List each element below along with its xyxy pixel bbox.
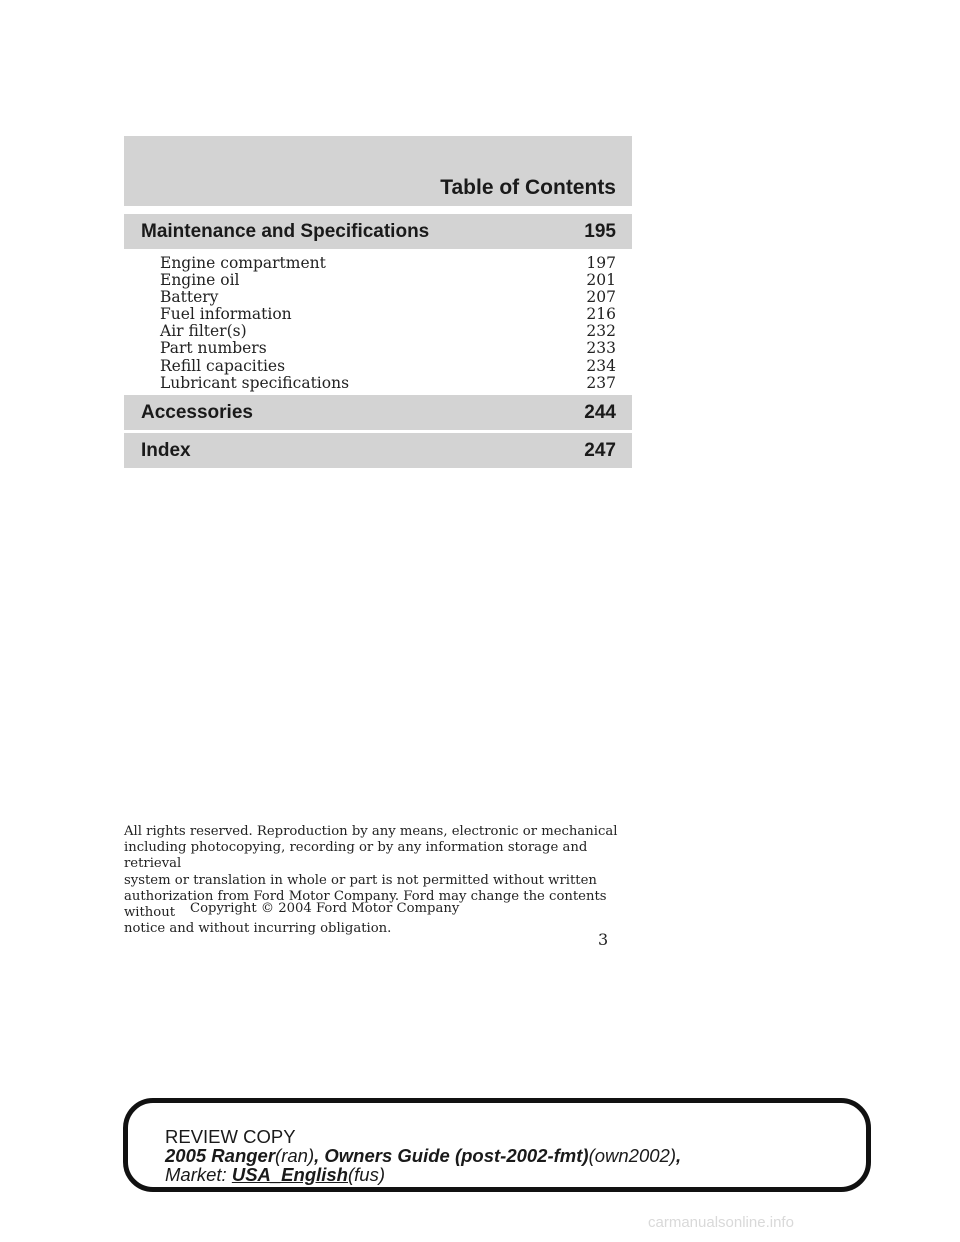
section-index[interactable] <box>124 433 632 468</box>
section-page: 195 <box>584 220 616 242</box>
toc-item-page: 237 <box>586 373 616 392</box>
legal-notice <box>124 824 644 937</box>
section-label: Maintenance and Specifications <box>141 220 430 242</box>
legal-line: notice and without incurring obligation. <box>124 921 392 937</box>
review-market-code: (fus) <box>348 1164 385 1185</box>
legal-line: including photocopying, recording or by any information storage and retrieval <box>124 840 588 872</box>
section-label: Accessories <box>141 401 253 423</box>
review-separator: , <box>676 1145 682 1166</box>
toc-item-label: Air filter(s) <box>160 322 247 341</box>
toc-item-page: 216 <box>586 305 616 324</box>
toc-item-label: Engine compartment <box>160 254 326 272</box>
review-model: 2005 Ranger <box>165 1145 276 1166</box>
section-page: 247 <box>584 439 616 461</box>
review-market-label: Market: <box>165 1164 227 1185</box>
page-number: 3 <box>598 930 609 949</box>
review-market: USA_English <box>231 1164 348 1185</box>
toc-item[interactable] <box>160 375 616 392</box>
toc-item-label: Part numbers <box>160 339 267 358</box>
toc-item-label: Lubricant specifications <box>160 373 350 392</box>
toc-item[interactable] <box>160 289 616 306</box>
page-title: Table of Contents <box>440 176 616 199</box>
toc-item[interactable] <box>160 255 616 272</box>
toc-item[interactable] <box>160 306 616 323</box>
toc-item-label: Engine oil <box>160 271 240 290</box>
review-model-code: (ran) <box>275 1145 315 1166</box>
section-maintenance[interactable] <box>124 214 632 249</box>
toc-item-label: Battery <box>160 288 219 307</box>
review-guide-code: (own2002) <box>588 1145 676 1166</box>
site-watermark: carmanualsonline.info <box>648 1214 794 1231</box>
review-guide: Owners Guide (post-2002-fmt) <box>324 1145 589 1166</box>
toc-item-page: 207 <box>586 288 616 307</box>
toc-item[interactable] <box>160 358 616 375</box>
toc-item-page: 197 <box>586 254 616 272</box>
review-line: REVIEW COPY <box>165 1126 296 1147</box>
legal-line: system or translation in whole or part is not permitted without written <box>124 872 597 888</box>
section-accessories[interactable] <box>124 395 632 430</box>
toc-item-label: Refill capacities <box>160 356 286 375</box>
section-page: 244 <box>584 401 616 423</box>
toc-item-page: 201 <box>586 271 616 290</box>
toc-item-label: Fuel information <box>160 305 292 324</box>
toc-list <box>160 255 616 392</box>
toc-item-page: 232 <box>586 322 616 341</box>
review-model-line <box>165 1146 681 1165</box>
toc-item[interactable] <box>160 272 616 289</box>
legal-line: authorization from Ford Motor Company. Ford may change the contents without <box>124 888 607 921</box>
review-market-line <box>165 1165 681 1184</box>
copyright-notice: Copyright © 2004 Ford Motor Company <box>190 901 460 916</box>
section-label: Index <box>141 439 191 461</box>
toc-item[interactable] <box>160 323 616 340</box>
legal-line: All rights reserved. Reproduction by any means, electronic or mechanical <box>124 824 618 839</box>
review-separator: , <box>314 1145 320 1166</box>
review-copy-text <box>165 1127 681 1184</box>
header-block <box>124 136 632 206</box>
toc-item-page: 234 <box>586 356 616 375</box>
toc-item-page: 233 <box>586 339 616 358</box>
toc-item[interactable] <box>160 340 616 357</box>
